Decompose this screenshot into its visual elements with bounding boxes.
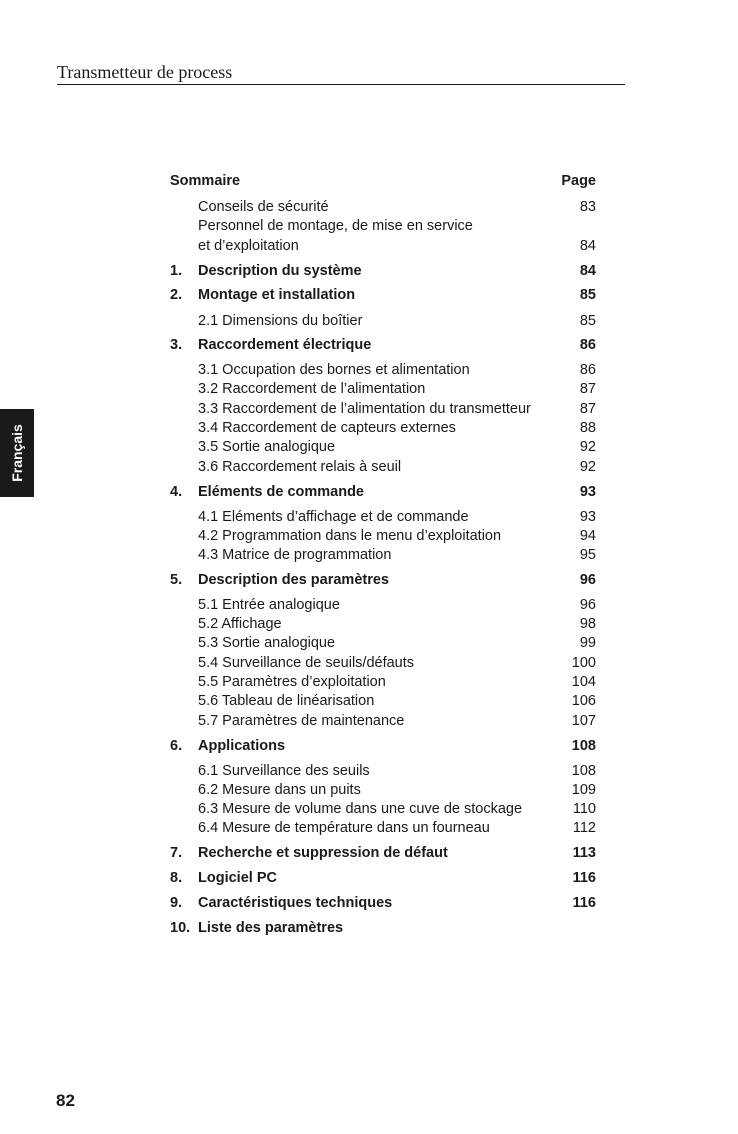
toc-entry-title: 4.1 Eléments d’affichage et de commande: [198, 509, 469, 525]
toc-entry-title: Personnel de montage, de mise en service: [198, 218, 473, 234]
toc-entry-page: 108: [571, 738, 596, 754]
toc-entry: [170, 919, 596, 938]
toc-entry-number: 3.: [170, 337, 183, 353]
toc-entry-title: 6.4 Mesure de température dans un fourneau: [198, 820, 490, 836]
toc-entry-page: 92: [579, 459, 596, 475]
toc-entry-page: 93: [579, 509, 596, 525]
page-number: 82: [56, 1091, 75, 1110]
toc-entry-number: 5.: [170, 572, 183, 588]
toc-entry-page: 87: [579, 401, 596, 417]
toc-entry: [170, 286, 596, 305]
toc-entry-page: 109: [571, 782, 596, 798]
toc-entry-title: Eléments de commande: [198, 484, 364, 500]
toc-entry-page: 85: [579, 287, 596, 303]
toc-entry-number: 4.: [170, 484, 183, 500]
toc-entry-page: 116: [572, 895, 596, 911]
toc-heading: Sommaire: [170, 173, 241, 189]
toc-entry: [170, 262, 596, 281]
toc-entry: [170, 237, 596, 256]
toc-entry-title: 4.3 Matrice de programmation: [198, 547, 392, 563]
toc-entry: [170, 508, 596, 527]
toc-entry-title: Description du système: [198, 263, 362, 279]
toc-entry-page: 99: [579, 635, 596, 651]
toc-entry-title: Conseils de sécurité: [198, 199, 329, 215]
toc-entry: [170, 217, 596, 236]
toc-entry-page: 110: [572, 801, 596, 817]
toc-entry: [170, 419, 596, 438]
toc-entry-number: 2.: [170, 287, 183, 303]
toc-page-heading: Page: [561, 173, 596, 189]
toc-entry-title: Applications: [198, 738, 286, 754]
toc-entry-title: 2.1 Dimensions du boîtier: [198, 313, 363, 329]
toc-entry-page: 96: [579, 572, 596, 588]
toc-entry-page: 108: [571, 763, 596, 779]
toc-entry-title: 5.7 Paramètres de maintenance: [198, 713, 405, 729]
toc-entry-page: 83: [579, 199, 596, 215]
toc-entry: [170, 844, 596, 863]
toc-entry: [170, 312, 596, 331]
toc-entry: [170, 198, 596, 217]
toc-entry-title: 3.4 Raccordement de capteurs externes: [198, 420, 456, 436]
toc-entry-title: 3.1 Occupation des bornes et alimentation: [198, 362, 470, 378]
toc-entry-title: 5.5 Paramètres d’exploitation: [198, 674, 386, 690]
toc-entry-page: 85: [579, 313, 596, 329]
toc-entry: [170, 673, 596, 692]
toc-entry-page: 106: [571, 693, 596, 709]
toc-entry-number: 6.: [170, 738, 183, 754]
toc-entry-page: 100: [571, 655, 596, 671]
toc-header-row: [170, 172, 596, 191]
toc-entry-page: 98: [579, 616, 596, 632]
toc-entry: [170, 737, 596, 756]
toc-entry-title: 6.1 Surveillance des seuils: [198, 763, 370, 779]
toc-entry: [170, 869, 596, 888]
toc-entry: [170, 336, 596, 355]
toc-entry: [170, 400, 596, 419]
toc-entry-page: 104: [571, 674, 596, 690]
toc-entry: [170, 615, 596, 634]
toc-entry: [170, 634, 596, 653]
running-header: Transmetteur de process: [57, 61, 625, 85]
toc-entry-title: 3.6 Raccordement relais à seuil: [198, 459, 402, 475]
toc-entry-title: Logiciel PC: [198, 870, 277, 886]
toc-entry-title: et d’exploitation: [198, 238, 299, 254]
language-tab: [0, 409, 34, 497]
toc-entry-page: 113: [572, 845, 596, 861]
toc-entry: [170, 800, 596, 819]
toc-entry-title: 6.2 Mesure dans un puits: [198, 782, 361, 798]
toc-entry-title: 5.4 Surveillance de seuils/défauts: [198, 655, 415, 671]
toc-entry-title: Raccordement électrique: [198, 337, 372, 353]
toc-entry: [170, 762, 596, 781]
toc-entry-title: 3.3 Raccordement de l’alimentation du transmetteur: [198, 401, 531, 417]
toc-entry: [170, 781, 596, 800]
toc-entry-page: 87: [579, 381, 596, 397]
toc-entry-title: 5.3 Sortie analogique: [198, 635, 336, 651]
toc-entry-page: 86: [579, 362, 596, 378]
toc-entry: [170, 894, 596, 913]
toc-entry-page: 93: [579, 484, 596, 500]
toc-entry-title: 5.6 Tableau de linéarisation: [198, 693, 375, 709]
toc-entry-number: 10.: [170, 920, 191, 936]
toc-entry-title: 4.2 Programmation dans le menu d’exploitation: [198, 528, 502, 544]
toc-entry-page: 96: [579, 597, 596, 613]
toc-entry-title: Liste des paramètres: [198, 920, 344, 936]
toc-entry: [170, 692, 596, 711]
toc-entry-page: 86: [579, 337, 596, 353]
toc-entry-page: 107: [571, 713, 596, 729]
toc-entry: [170, 483, 596, 502]
toc-entry: [170, 438, 596, 457]
toc-entry-page: 84: [579, 238, 596, 254]
toc-entry-title: Description des paramètres: [198, 572, 389, 588]
toc-entry: [170, 546, 596, 565]
toc-entry: [170, 361, 596, 380]
toc-entry: [170, 596, 596, 615]
toc-entry-number: 8.: [170, 870, 183, 886]
toc-entry-title: 3.2 Raccordement de l’alimentation: [198, 381, 426, 397]
toc-entry: [170, 527, 596, 546]
toc-entry: [170, 712, 596, 731]
toc-entry-page: 94: [579, 528, 596, 544]
toc-entry-page: 116: [572, 870, 596, 886]
toc-entry-title: 6.3 Mesure de volume dans une cuve de stockage: [198, 801, 523, 817]
toc-entry: [170, 654, 596, 673]
toc-entry-title: Recherche et suppression de défaut: [198, 845, 448, 861]
toc-entry: [170, 458, 596, 477]
toc-entry-number: 1.: [170, 263, 183, 279]
toc-entry-page: 84: [579, 263, 596, 279]
toc-entry-title: Caractéristiques techniques: [198, 895, 393, 911]
toc-entry-title: 5.1 Entrée analogique: [198, 597, 340, 613]
toc-entry-title: 3.5 Sortie analogique: [198, 439, 336, 455]
language-tab-label: Français: [9, 424, 25, 482]
toc-entry-title: 5.2 Affichage: [198, 616, 282, 632]
toc-entry: [170, 380, 596, 399]
toc-entry: [170, 819, 596, 838]
toc-entry: [170, 571, 596, 590]
toc-entry-number: 9.: [170, 895, 183, 911]
toc-entry-number: 7.: [170, 845, 183, 861]
toc-entry-title: Montage et installation: [198, 287, 356, 303]
toc-entry-page: 112: [572, 820, 596, 836]
toc-entry-page: 95: [579, 547, 596, 563]
toc-entry-page: 92: [579, 439, 596, 455]
toc-entry-page: 88: [579, 420, 596, 436]
